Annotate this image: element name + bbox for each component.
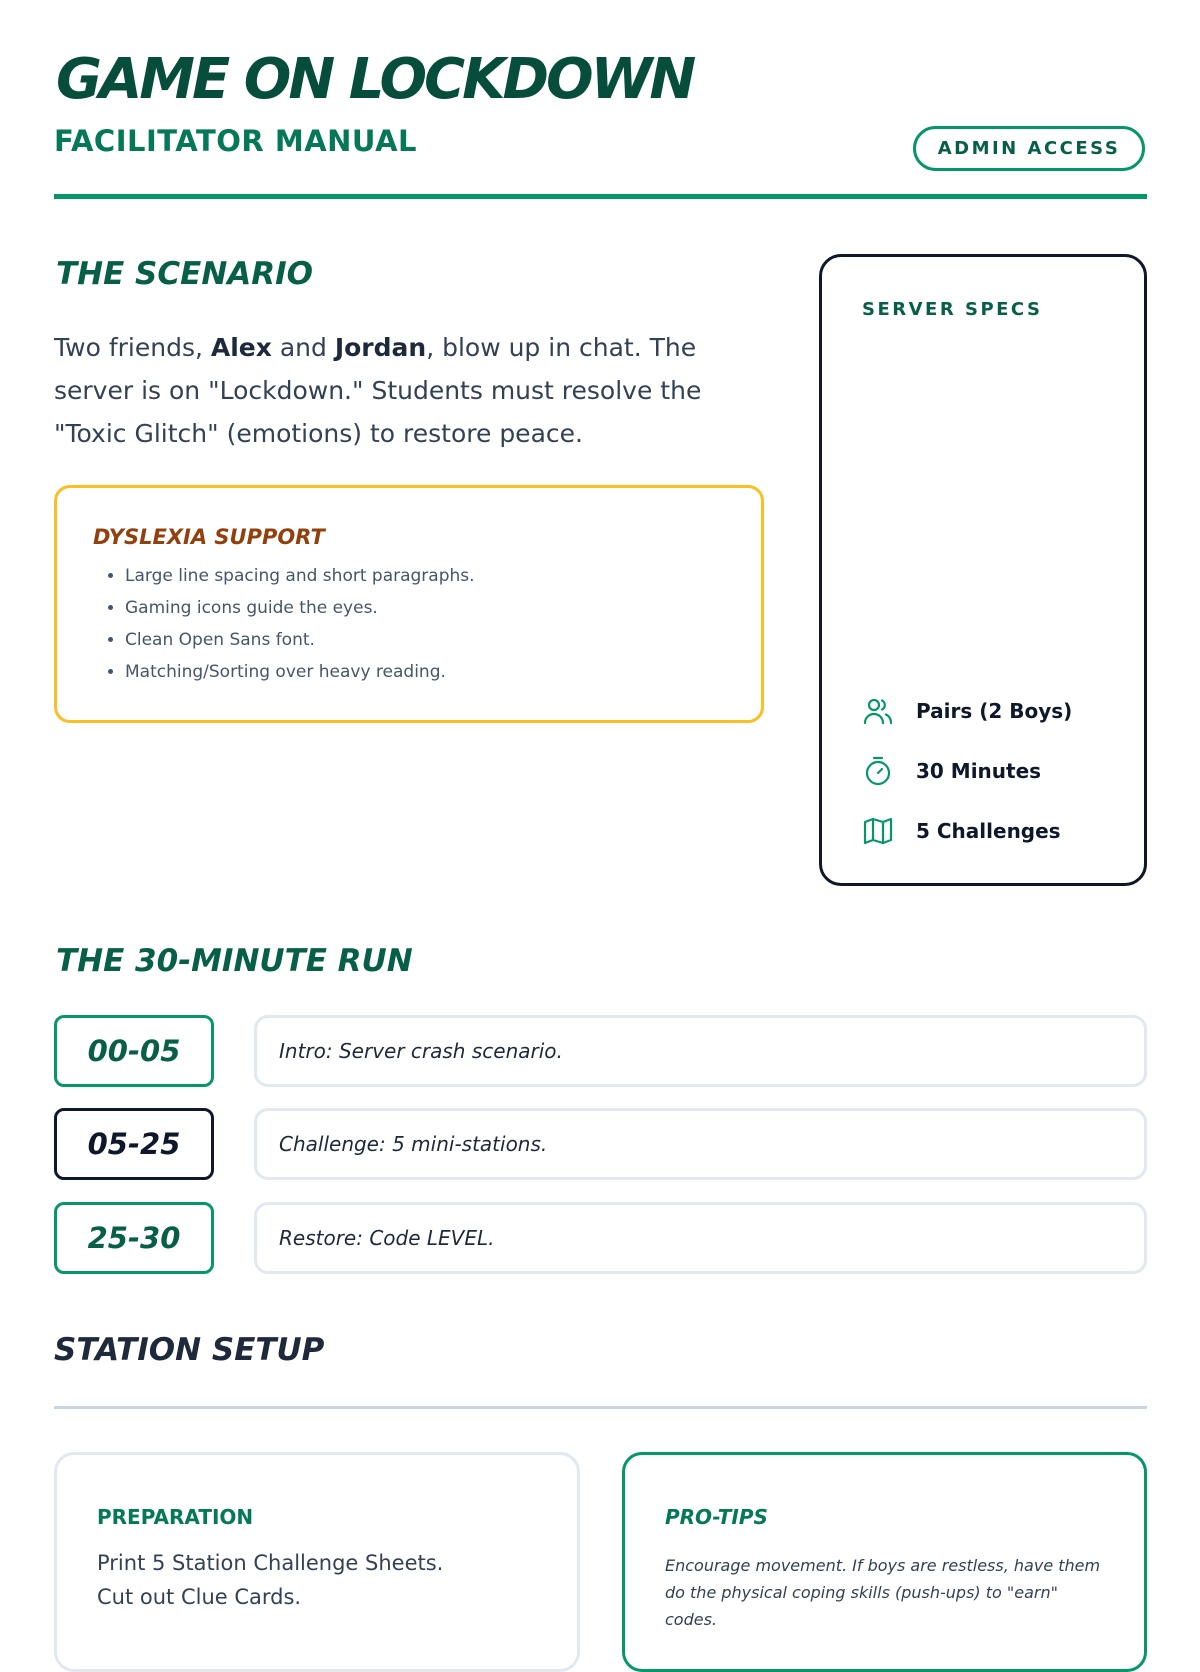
dyslexia-heading: DYSLEXIA SUPPORT bbox=[93, 525, 325, 549]
admin-access-button[interactable]: ADMIN ACCESS bbox=[913, 126, 1145, 171]
setup-divider bbox=[54, 1406, 1147, 1409]
pro-tips-card bbox=[622, 1452, 1147, 1672]
map-icon bbox=[862, 815, 894, 847]
list-item: Cut out Clue Cards. bbox=[97, 1585, 302, 1609]
scenario-text: Two friends, Alex and Jordan, blow up in chat. The server is on "Lockdown." Students must resolve the "Toxic Glitch" (emotions) to restore peace. bbox=[54, 333, 702, 448]
spec-label: 5 Challenges bbox=[916, 819, 1061, 843]
server-specs-card bbox=[819, 254, 1147, 886]
list-item: Print 5 Station Challenge Sheets. bbox=[97, 1551, 444, 1575]
time-badge: 25-30 bbox=[54, 1202, 214, 1274]
pro-tips-text: Encourage movement. If boys are restless, have them do the physical coping skills (push-ups) to "earn" codes. bbox=[665, 1556, 1101, 1629]
pro-tips-heading: PRO-TIPS bbox=[665, 1505, 768, 1529]
list-item: • Matching/Sorting over heavy reading. bbox=[125, 656, 475, 688]
setup-heading: STATION SETUP bbox=[54, 1332, 325, 1368]
name-alex: Alex bbox=[210, 333, 272, 362]
list-item: • Large line spacing and short paragraphs. bbox=[125, 560, 475, 592]
step-description: Restore: Code LEVEL. bbox=[254, 1202, 1147, 1274]
spec-players bbox=[862, 693, 1072, 729]
time-badge: 05-25 bbox=[54, 1108, 214, 1180]
list-item: • Clean Open Sans font. bbox=[125, 624, 475, 656]
spec-label: Pairs (2 Boys) bbox=[916, 699, 1073, 723]
dyslexia-support-card bbox=[54, 485, 764, 723]
spec-challenges bbox=[862, 813, 1061, 849]
scenario-heading: THE SCENARIO bbox=[56, 256, 314, 292]
step-description: Challenge: 5 mini-stations. bbox=[254, 1108, 1147, 1180]
page-title: GAME ON LOCKDOWN bbox=[56, 47, 694, 112]
time-badge: 00-05 bbox=[54, 1015, 214, 1087]
name-jordan: Jordan bbox=[334, 333, 427, 362]
spec-label: 30 Minutes bbox=[916, 759, 1042, 783]
header-divider bbox=[54, 194, 1147, 199]
spec-duration bbox=[862, 753, 1041, 789]
step-description: Intro: Server crash scenario. bbox=[254, 1015, 1147, 1087]
page-subtitle: FACILITATOR MANUAL bbox=[54, 124, 418, 158]
preparation-heading: PREPARATION bbox=[97, 1505, 254, 1529]
preparation-card bbox=[54, 1452, 580, 1672]
timer-icon bbox=[862, 755, 894, 787]
dyslexia-list bbox=[93, 560, 475, 688]
list-item: • Gaming icons guide the eyes. bbox=[125, 592, 475, 624]
run-heading: THE 30-MINUTE RUN bbox=[56, 943, 413, 979]
server-specs-heading: SERVER SPECS bbox=[862, 299, 1043, 320]
users-icon bbox=[862, 695, 894, 727]
